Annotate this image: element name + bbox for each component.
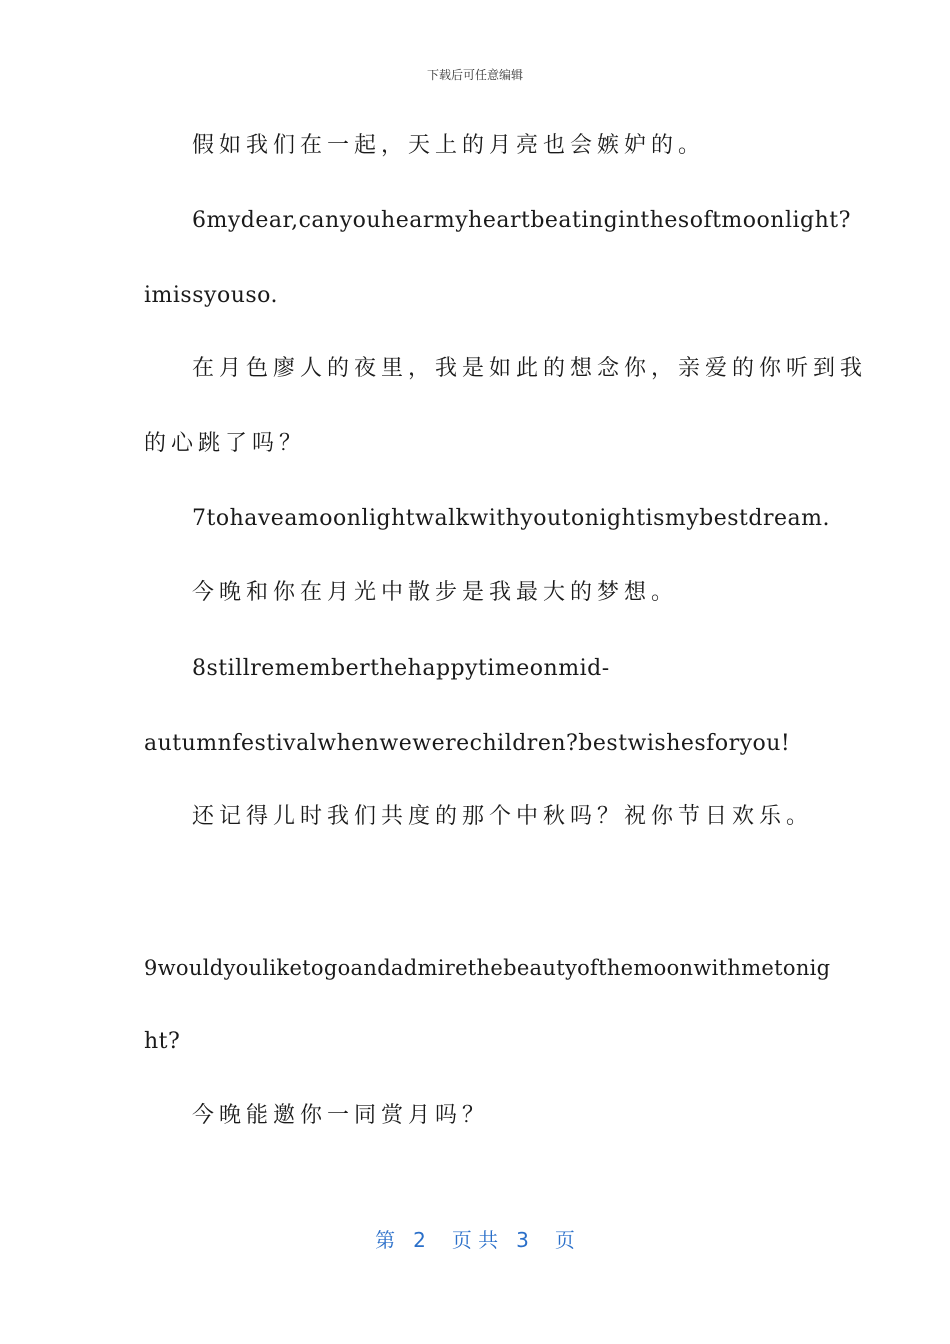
text-line: 今晚能邀你一同赏月吗？	[192, 1103, 490, 1128]
text-line: 9wouldyouliketogoandadmirethebeautyofthemoonwithmetonig	[144, 956, 831, 980]
text-line: 7tohaveamoonlightwalkwithyoutonightismybestdream.	[192, 506, 830, 531]
text-line: 6mydear,canyouhearmyheartbeatinginthesoftmoonlight?	[192, 208, 851, 233]
text-line: ht?	[144, 1029, 181, 1054]
page-number: 2	[413, 1228, 426, 1252]
header-note: 下载后可任意编辑	[426, 68, 523, 82]
text-line: 还记得儿时我们共度的那个中秋吗？祝你节日欢乐。	[192, 804, 814, 829]
text-line: autumnfestivalwhenwewerechildren?bestwishesforyou!	[144, 731, 791, 756]
page-total: 3	[516, 1228, 529, 1252]
page-suffix: 页	[554, 1228, 575, 1252]
page-prefix: 第	[375, 1228, 396, 1252]
page-middle: 页 共	[451, 1228, 499, 1252]
text-line: 8stillrememberthehappytimeonmid-	[192, 656, 610, 681]
text-line: imissyouso.	[144, 283, 278, 308]
text-line: 今晚和你在月光中散步是我最大的梦想。	[192, 580, 679, 605]
text-line: 在月色廖人的夜里，我是如此的想念你，亲爱的你听到我	[192, 356, 868, 381]
page-footer	[0, 1224, 950, 1253]
text-line: 假如我们在一起，天上的月亮也会嫉妒的。	[192, 133, 706, 158]
text-line: 的心跳了吗？	[144, 431, 307, 456]
